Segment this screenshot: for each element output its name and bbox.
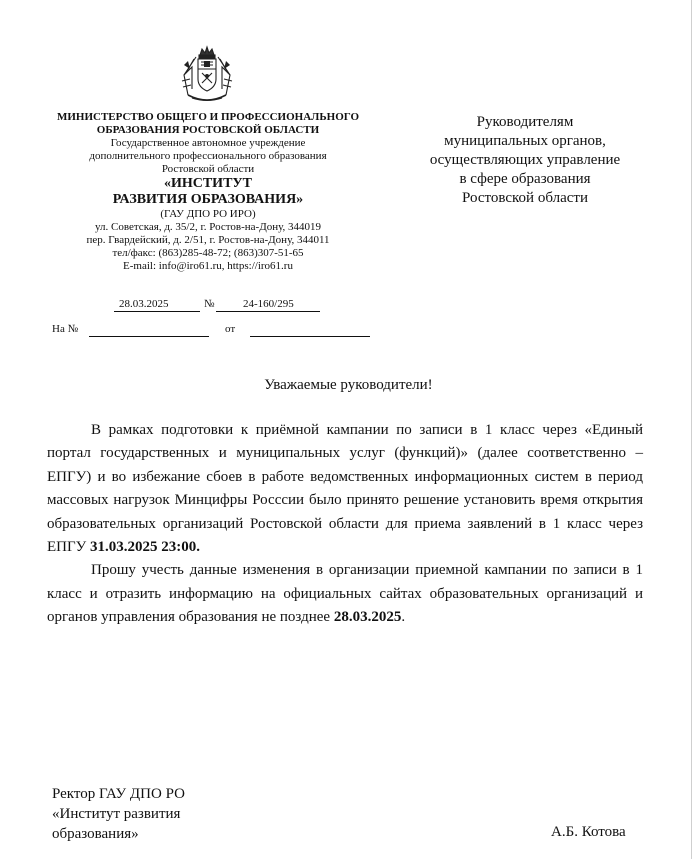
date-underline bbox=[114, 311, 200, 312]
institute-name-line-1: «ИНСТИТУТ bbox=[163, 176, 253, 191]
recipient-line-4: в сфере образования bbox=[459, 171, 591, 187]
signatory-title-line-1: Ректор ГАУ ДПО РО bbox=[52, 786, 185, 802]
ministry-line-2: ОБРАЗОВАНИЯ РОСТОВСКОЙ ОБЛАСТИ bbox=[96, 124, 320, 136]
recipient-line-1: Руководителям bbox=[476, 114, 574, 130]
signatory-title-line-3: образования» bbox=[52, 826, 139, 842]
coat-of-arms-icon bbox=[178, 45, 236, 105]
org-line-1: Государственное автономное учреждение bbox=[110, 137, 306, 149]
letter-body bbox=[47, 419, 643, 630]
from-underline bbox=[250, 336, 370, 337]
recipient-line-3: осуществляющих управление bbox=[429, 152, 621, 168]
ministry-line-1: МИНИСТЕРСТВО ОБЩЕГО И ПРОФЕССИОНАЛЬНОГО bbox=[56, 111, 360, 123]
organization-header bbox=[50, 111, 366, 273]
org-line-2: дополнительного профессионального образования bbox=[89, 150, 327, 162]
number-underline bbox=[216, 311, 320, 312]
reference-underline bbox=[89, 336, 209, 337]
phone-line: тел/факс: (863)285-48-72; (863)307-51-65 bbox=[112, 247, 304, 259]
institute-short-name: (ГАУ ДПО РО ИРО) bbox=[160, 208, 256, 220]
letter-date: 28.03.2025 bbox=[119, 298, 169, 310]
from-label: от bbox=[225, 323, 236, 335]
address-line-1: ул. Советская, д. 35/2, г. Ростов-на-Дону, 344019 bbox=[95, 221, 321, 233]
salutation: Уважаемые руководители! bbox=[264, 377, 433, 393]
org-line-3: Ростовской области bbox=[161, 163, 255, 175]
body-paragraph-1: В рамках подготовки к приёмной кампании по записи в 1 класс через «Единый портал государственных и муниципальных услуг (функций)» (далее соответственно – ЕПГУ) и во избежание сбоев в работе ведомственных информационных систем в период массовых нагрузок Минцифры Росссии было принято решение установить время открытия образовательных организаций Ростовской области для приема заявлений в 1 класс через ЕПГУ 31.03.2025 23:00. bbox=[47, 422, 643, 556]
letter-number: 24-160/295 bbox=[243, 298, 294, 310]
page-edge bbox=[691, 0, 692, 859]
signatory-title-line-2: «Институт развития bbox=[52, 806, 181, 822]
signatory-name: А.Б. Котова bbox=[551, 824, 626, 840]
number-label: № bbox=[204, 298, 215, 310]
recipient-line-2: муниципальных органов, bbox=[444, 133, 606, 149]
body-paragraph-2: Прошу учесть данные изменения в организации приемной кампании по записи в 1 класс и отразить информацию на официальных сайтах образовательных организаций и органов управления образования не позднее 28.03.2025. bbox=[47, 562, 643, 626]
deadline-date: 28.03.2025 bbox=[333, 609, 402, 626]
signatory-title bbox=[52, 784, 185, 844]
address-line-2: пер. Гвардейский, д. 2/51, г. Ростов-на-Дону, 344011 bbox=[86, 234, 330, 246]
recipient-line-5: Ростовской области bbox=[462, 190, 588, 206]
contacts-line: E-mail: info@iro61.ru, https://iro61.ru bbox=[123, 260, 293, 272]
institute-name-line-2: РАЗВИТИЯ ОБРАЗОВАНИЯ» bbox=[112, 192, 304, 207]
recipient-block bbox=[400, 113, 650, 208]
opening-datetime: 31.03.2025 23:00. bbox=[90, 539, 201, 556]
reference-label: На № bbox=[52, 323, 79, 335]
